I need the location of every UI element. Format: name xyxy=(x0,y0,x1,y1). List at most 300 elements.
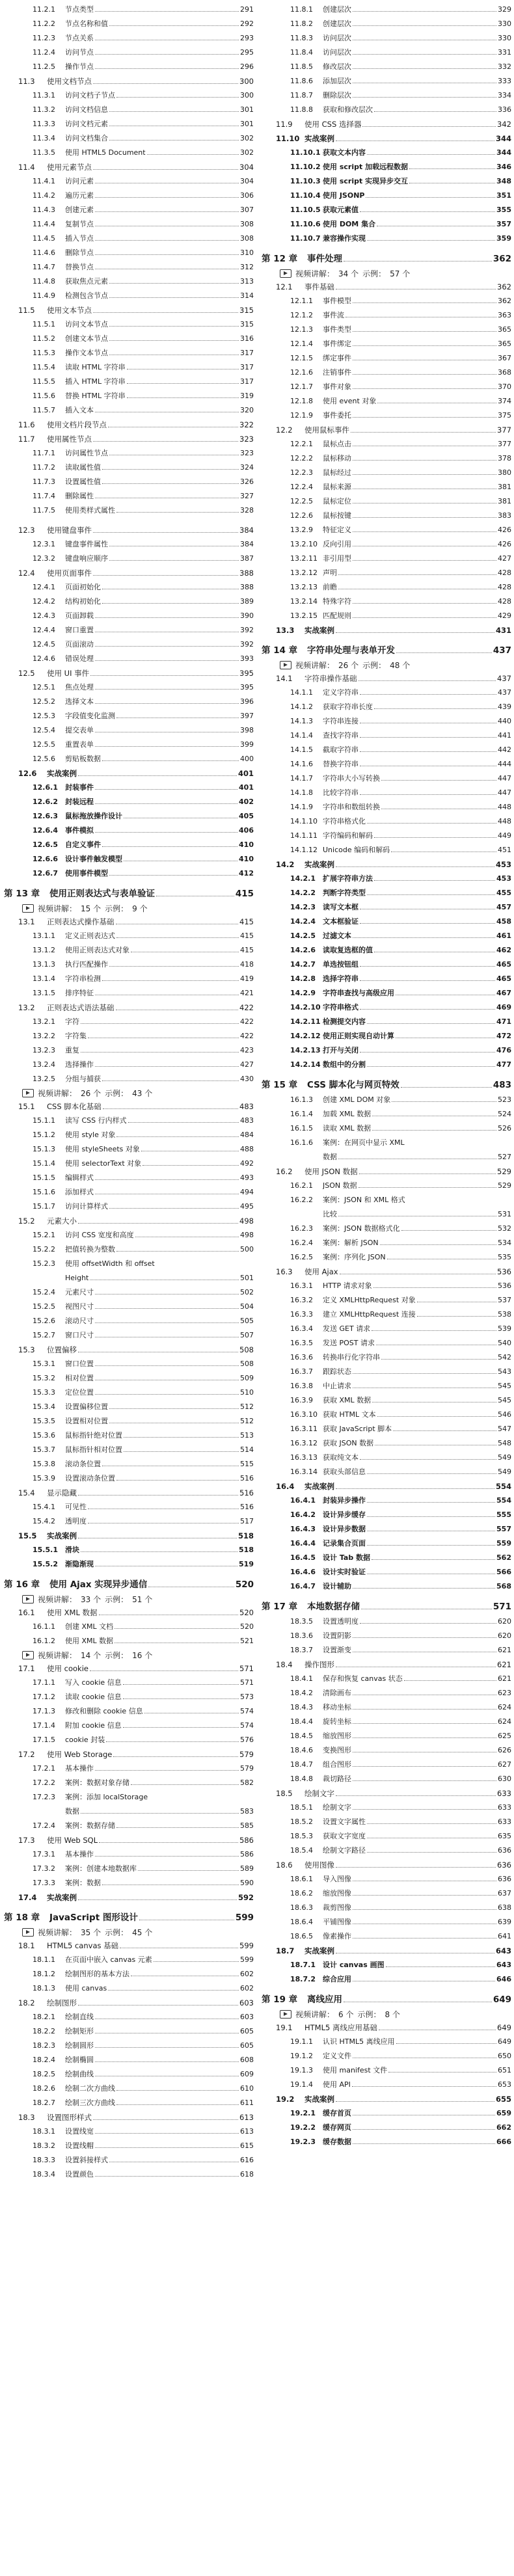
toc-subsection[interactable] xyxy=(4,1819,254,1833)
toc-section[interactable] xyxy=(4,1661,254,1676)
toc-subsection[interactable] xyxy=(4,752,254,766)
toc-subsection[interactable] xyxy=(262,1536,511,1551)
toc-subsection[interactable] xyxy=(4,1242,254,1257)
toc-subsection[interactable] xyxy=(262,294,511,308)
toc-subsection[interactable] xyxy=(4,1719,254,1733)
toc-subsection[interactable] xyxy=(262,872,511,886)
toc-chapter[interactable] xyxy=(4,1577,254,1592)
page-number: 603 xyxy=(240,2013,254,2021)
toc-section[interactable] xyxy=(4,1996,254,2010)
toc-subsection[interactable] xyxy=(4,1015,254,1029)
toc-subsection[interactable] xyxy=(4,131,254,146)
toc-subsection[interactable] xyxy=(262,1972,511,1987)
toc-subsection[interactable] xyxy=(262,308,511,323)
toc-subsection[interactable] xyxy=(4,1443,254,1457)
toc-subsection[interactable] xyxy=(4,1414,254,1429)
toc-subsection[interactable] xyxy=(262,1093,511,1107)
toc-subsection[interactable] xyxy=(262,437,511,451)
toc-subsection[interactable] xyxy=(4,103,254,117)
toc-subsection[interactable] xyxy=(4,537,254,552)
toc-subsection[interactable] xyxy=(262,351,511,366)
toc-subsection[interactable] xyxy=(262,1465,511,1479)
toc-section[interactable] xyxy=(262,1786,511,1801)
toc-subsection[interactable] xyxy=(4,60,254,74)
toc-subsection[interactable] xyxy=(262,1801,511,1815)
toc-subsection[interactable] xyxy=(262,1686,511,1700)
toc-subsection[interactable] xyxy=(4,1058,254,1072)
toc-section[interactable] xyxy=(4,666,254,680)
toc-subsection[interactable] xyxy=(4,1043,254,1058)
toc-subsection[interactable] xyxy=(262,1179,511,1193)
toc-subsection[interactable] xyxy=(4,1400,254,1414)
toc-subsection[interactable] xyxy=(262,700,511,714)
toc-subsection[interactable] xyxy=(262,1451,511,1465)
toc-subsection[interactable] xyxy=(262,2106,511,2121)
toc-subsection[interactable] xyxy=(4,446,254,461)
toc-subsection[interactable] xyxy=(4,781,254,795)
toc-subsection[interactable] xyxy=(4,2167,254,2182)
toc-subsection[interactable] xyxy=(4,852,254,866)
toc-subsection[interactable] xyxy=(4,275,254,289)
toc-subsection[interactable] xyxy=(4,986,254,1000)
toc-subsection[interactable] xyxy=(4,1328,254,1343)
toc-subsection[interactable] xyxy=(4,1876,254,1890)
toc-subsection[interactable] xyxy=(262,800,511,814)
toc-subsection[interactable] xyxy=(262,1551,511,1565)
toc-chapter[interactable] xyxy=(262,643,511,658)
toc-subsection[interactable] xyxy=(4,1953,254,1967)
toc-subsection[interactable] xyxy=(262,1729,511,1743)
toc-subsection[interactable] xyxy=(262,1379,511,1393)
toc-section[interactable] xyxy=(4,566,254,580)
toc-subsection[interactable] xyxy=(262,1494,511,1508)
toc-chapter[interactable] xyxy=(262,251,511,267)
toc-subsection[interactable] xyxy=(262,1193,511,1207)
toc-section[interactable] xyxy=(4,1605,254,1620)
toc-subsection[interactable] xyxy=(4,1847,254,1862)
toc-subsection[interactable] xyxy=(4,652,254,666)
toc-section[interactable] xyxy=(4,915,254,929)
toc-subsection[interactable] xyxy=(4,332,254,346)
toc-subsection[interactable] xyxy=(4,958,254,972)
toc-subsection[interactable] xyxy=(4,866,254,881)
toc-subsection[interactable] xyxy=(262,466,511,480)
toc-subsection[interactable] xyxy=(262,2135,511,2149)
toc-subsection[interactable] xyxy=(262,31,511,46)
toc-subsection[interactable] xyxy=(4,2153,254,2167)
toc-subsection[interactable] xyxy=(4,709,254,723)
toc-subsection[interactable] xyxy=(4,2024,254,2039)
toc-subsection[interactable] xyxy=(262,1293,511,1308)
toc-section[interactable] xyxy=(4,1833,254,1847)
toc-subsection[interactable] xyxy=(4,1357,254,1371)
toc-subsection[interactable] xyxy=(4,232,254,246)
toc-section[interactable] xyxy=(4,1747,254,1762)
toc-section[interactable] xyxy=(4,766,254,781)
toc-subsection[interactable] xyxy=(262,1829,511,1844)
toc-subsection[interactable] xyxy=(4,1471,254,1486)
toc-section[interactable] xyxy=(4,1486,254,1500)
toc-subsection[interactable] xyxy=(262,1408,511,1422)
toc-subsection[interactable] xyxy=(262,843,511,857)
toc-subsection[interactable] xyxy=(4,375,254,389)
toc-subsection[interactable] xyxy=(4,1762,254,1776)
toc-subsection[interactable] xyxy=(262,1743,511,1758)
toc-section[interactable] xyxy=(4,432,254,446)
toc-subsection[interactable] xyxy=(4,2139,254,2153)
toc-section[interactable] xyxy=(262,1944,511,1958)
toc-subsection[interactable] xyxy=(4,2082,254,2096)
toc-section[interactable] xyxy=(262,623,511,637)
toc-subsection[interactable] xyxy=(262,986,511,1000)
toc-section[interactable] xyxy=(4,1000,254,1015)
toc-section[interactable] xyxy=(262,2020,511,2035)
toc-subsection[interactable] xyxy=(4,680,254,695)
toc-section[interactable] xyxy=(4,523,254,537)
toc-subsection[interactable] xyxy=(262,1772,511,1786)
toc-subsection[interactable] xyxy=(262,1715,511,1729)
toc-subsection[interactable] xyxy=(4,489,254,503)
toc-subsection[interactable] xyxy=(4,146,254,160)
toc-subsection[interactable] xyxy=(4,824,254,838)
toc-subsection[interactable] xyxy=(262,1629,511,1643)
toc-subsection[interactable] xyxy=(4,1776,254,1790)
toc-subsection[interactable] xyxy=(4,2039,254,2053)
toc-subsection[interactable] xyxy=(262,509,511,523)
toc-subsection[interactable] xyxy=(262,929,511,943)
toc-subsection[interactable] xyxy=(4,1271,254,1285)
toc-subsection[interactable] xyxy=(4,552,254,566)
toc-subsection[interactable] xyxy=(4,17,254,31)
toc-subsection[interactable] xyxy=(262,323,511,337)
entry-number: 16.2.4 xyxy=(290,1239,313,1247)
toc-section[interactable] xyxy=(262,857,511,872)
toc-subsection[interactable] xyxy=(4,317,254,332)
toc-subsection[interactable] xyxy=(262,958,511,972)
toc-subsection[interactable] xyxy=(4,1514,254,1529)
toc-subsection[interactable] xyxy=(4,260,254,275)
entry-number: 13.1 xyxy=(18,917,35,926)
toc-subsection[interactable] xyxy=(262,1579,511,1594)
toc-subsection[interactable] xyxy=(262,886,511,900)
toc-subsection[interactable] xyxy=(4,1029,254,1043)
toc-subsection[interactable] xyxy=(4,1314,254,1328)
toc-subsection[interactable] xyxy=(262,1643,511,1657)
toc-subsection[interactable] xyxy=(262,17,511,31)
toc-subsection[interactable] xyxy=(4,1457,254,1471)
toc-subsection[interactable] xyxy=(4,1114,254,1128)
toc-subsection[interactable] xyxy=(4,1862,254,1876)
toc-subsection[interactable] xyxy=(262,1958,511,1972)
toc-subsection[interactable] xyxy=(4,503,254,518)
toc-subsection[interactable] xyxy=(4,943,254,958)
toc-subsection[interactable] xyxy=(4,595,254,609)
toc-subsection[interactable] xyxy=(262,729,511,743)
toc-subsection[interactable] xyxy=(4,360,254,375)
toc-section[interactable] xyxy=(4,74,254,88)
toc-subsection[interactable] xyxy=(262,1207,511,1222)
toc-subsection[interactable] xyxy=(4,174,254,189)
toc-subsection[interactable] xyxy=(4,217,254,232)
toc-subsection[interactable] xyxy=(262,1107,511,1121)
toc-section[interactable] xyxy=(262,1858,511,1872)
toc-subsection[interactable] xyxy=(262,714,511,729)
toc-section[interactable] xyxy=(262,671,511,686)
toc-subsection[interactable] xyxy=(4,2096,254,2110)
toc-subsection[interactable] xyxy=(262,409,511,423)
toc-subsection[interactable] xyxy=(4,189,254,203)
toc-subsection[interactable] xyxy=(262,2063,511,2078)
toc-subsection[interactable] xyxy=(4,389,254,403)
toc-subsection[interactable] xyxy=(262,757,511,771)
toc-subsection[interactable] xyxy=(262,203,511,217)
toc-subsection[interactable] xyxy=(262,1058,511,1072)
toc-subsection[interactable] xyxy=(4,1386,254,1400)
toc-subsection[interactable] xyxy=(262,1222,511,1236)
toc-subsection[interactable] xyxy=(4,795,254,809)
toc-subsection[interactable] xyxy=(262,1336,511,1350)
toc-subsection[interactable] xyxy=(4,1185,254,1200)
toc-subsection[interactable] xyxy=(262,537,511,552)
dot-leader xyxy=(367,1066,495,1067)
toc-subsection[interactable] xyxy=(262,566,511,580)
toc-subsection[interactable] xyxy=(262,1150,511,1164)
page-number: 495 xyxy=(240,1202,254,1211)
toc-subsection[interactable] xyxy=(262,829,511,843)
toc-section[interactable] xyxy=(4,303,254,317)
toc-subsection[interactable] xyxy=(262,1121,511,1136)
toc-subsection[interactable] xyxy=(262,189,511,203)
toc-subsection[interactable] xyxy=(4,2125,254,2139)
toc-chapter[interactable] xyxy=(262,1599,511,1615)
toc-subsection[interactable] xyxy=(4,461,254,475)
toc-subsection[interactable] xyxy=(262,380,511,394)
toc-section[interactable] xyxy=(262,1164,511,1179)
toc-subsection[interactable] xyxy=(4,1704,254,1719)
toc-subsection[interactable] xyxy=(262,46,511,60)
toc-subsection[interactable] xyxy=(262,1350,511,1365)
toc-subsection[interactable] xyxy=(262,972,511,986)
toc-subsection[interactable] xyxy=(262,686,511,700)
toc-subsection[interactable] xyxy=(262,2078,511,2092)
toc-subsection[interactable] xyxy=(4,738,254,752)
toc-subsection[interactable] xyxy=(4,289,254,303)
entry-title: 字段值变化监测 xyxy=(65,712,115,720)
toc-subsection[interactable] xyxy=(4,580,254,595)
toc-subsection[interactable] xyxy=(4,1557,254,1572)
entry-title: 设置线帽 xyxy=(65,2141,94,2150)
toc-subsection[interactable] xyxy=(4,623,254,637)
toc-subsection[interactable] xyxy=(262,1886,511,1901)
toc-subsection[interactable] xyxy=(4,1072,254,1086)
toc-subsection[interactable] xyxy=(4,403,254,418)
toc-section[interactable] xyxy=(262,423,511,437)
toc-subsection[interactable] xyxy=(262,2035,511,2049)
toc-subsection[interactable] xyxy=(262,580,511,595)
toc-chapter[interactable] xyxy=(4,1910,254,1925)
toc-subsection[interactable] xyxy=(262,1236,511,1250)
toc-subsection[interactable] xyxy=(4,31,254,46)
toc-subsection[interactable] xyxy=(262,60,511,74)
toc-subsection[interactable] xyxy=(262,786,511,800)
toc-section[interactable] xyxy=(262,131,511,146)
toc-subsection[interactable] xyxy=(262,217,511,232)
toc-subsection[interactable] xyxy=(262,366,511,380)
toc-subsection[interactable] xyxy=(262,814,511,829)
toc-section[interactable] xyxy=(262,1657,511,1672)
toc-subsection[interactable] xyxy=(262,595,511,609)
toc-subsection[interactable] xyxy=(262,2121,511,2135)
toc-subsection[interactable] xyxy=(262,1365,511,1379)
toc-subsection[interactable] xyxy=(4,346,254,360)
toc-subsection[interactable] xyxy=(4,1634,254,1648)
toc-subsection[interactable] xyxy=(4,1257,254,1271)
toc-subsection[interactable] xyxy=(4,1171,254,1185)
toc-subsection[interactable] xyxy=(4,117,254,131)
toc-subsection[interactable] xyxy=(4,475,254,489)
toc-subsection[interactable] xyxy=(262,232,511,246)
toc-subsection[interactable] xyxy=(4,1690,254,1704)
toc-section[interactable] xyxy=(262,1479,511,1494)
toc-subsection[interactable] xyxy=(4,46,254,60)
toc-section[interactable] xyxy=(4,1099,254,1114)
toc-subsection[interactable] xyxy=(262,103,511,117)
toc-subsection[interactable] xyxy=(262,1393,511,1408)
toc-subsection[interactable] xyxy=(262,160,511,174)
toc-subsection[interactable] xyxy=(4,1285,254,1300)
toc-subsection[interactable] xyxy=(262,1929,511,1944)
toc-subsection[interactable] xyxy=(4,1967,254,1981)
toc-subsection[interactable] xyxy=(262,1015,511,1029)
toc-subsection[interactable] xyxy=(262,1000,511,1015)
toc-subsection[interactable] xyxy=(4,1200,254,1214)
toc-subsection[interactable] xyxy=(262,337,511,351)
toc-subsection[interactable] xyxy=(4,1429,254,1443)
toc-subsection[interactable] xyxy=(4,1676,254,1690)
toc-section[interactable] xyxy=(4,1214,254,1228)
toc-subsection[interactable] xyxy=(4,1805,254,1819)
toc-subsection[interactable] xyxy=(262,74,511,88)
toc-subsection[interactable] xyxy=(262,1029,511,1043)
toc-section[interactable] xyxy=(4,1529,254,1543)
toc-subsection[interactable] xyxy=(262,1901,511,1915)
toc-section[interactable] xyxy=(4,160,254,174)
toc-subsection[interactable] xyxy=(4,1157,254,1171)
toc-subsection[interactable] xyxy=(4,838,254,852)
toc-section[interactable] xyxy=(4,1343,254,1357)
toc-subsection[interactable] xyxy=(4,2010,254,2024)
toc-subsection[interactable] xyxy=(262,1844,511,1858)
toc-subsection[interactable] xyxy=(262,743,511,757)
toc-subsection[interactable] xyxy=(4,1128,254,1142)
toc-subsection[interactable] xyxy=(262,1565,511,1579)
toc-section[interactable] xyxy=(4,418,254,432)
toc-subsection[interactable] xyxy=(262,1422,511,1436)
toc-subsection[interactable] xyxy=(262,3,511,17)
toc-subsection[interactable] xyxy=(4,1790,254,1805)
toc-subsection[interactable] xyxy=(262,1136,511,1150)
toc-subsection[interactable] xyxy=(262,1672,511,1686)
toc-subsection[interactable] xyxy=(262,1915,511,1929)
toc-section[interactable] xyxy=(262,1265,511,1279)
toc-subsection[interactable] xyxy=(262,900,511,915)
toc-subsection[interactable] xyxy=(4,88,254,103)
toc-subsection[interactable] xyxy=(4,2067,254,2082)
toc-subsection[interactable] xyxy=(262,1322,511,1336)
toc-subsection[interactable] xyxy=(262,480,511,494)
toc-subsection[interactable] xyxy=(262,2049,511,2063)
toc-section[interactable] xyxy=(262,280,511,294)
toc-subsection[interactable] xyxy=(262,943,511,958)
toc-subsection[interactable] xyxy=(262,1279,511,1293)
toc-subsection[interactable] xyxy=(4,972,254,986)
toc-subsection[interactable] xyxy=(4,2053,254,2067)
toc-subsection[interactable] xyxy=(262,1308,511,1322)
toc-chapter[interactable] xyxy=(262,1077,511,1093)
toc-subsection[interactable] xyxy=(262,609,511,623)
toc-subsection[interactable] xyxy=(262,394,511,409)
toc-section[interactable] xyxy=(4,2110,254,2125)
page-number: 329 xyxy=(498,5,511,14)
toc-subsection[interactable] xyxy=(262,1815,511,1829)
toc-subsection[interactable] xyxy=(262,1872,511,1886)
toc-subsection[interactable] xyxy=(262,552,511,566)
toc-subsection[interactable] xyxy=(4,3,254,17)
toc-subsection[interactable] xyxy=(262,1508,511,1522)
toc-section[interactable] xyxy=(4,1890,254,1905)
toc-subsection[interactable] xyxy=(262,1043,511,1058)
toc-chapter[interactable] xyxy=(4,886,254,902)
toc-subsection[interactable] xyxy=(262,523,511,537)
toc-subsection[interactable] xyxy=(262,451,511,466)
toc-subsection[interactable] xyxy=(4,203,254,217)
toc-subsection[interactable] xyxy=(4,1228,254,1242)
toc-subsection[interactable] xyxy=(262,771,511,786)
toc-subsection[interactable] xyxy=(262,494,511,509)
toc-subsection[interactable] xyxy=(262,1522,511,1536)
toc-subsection[interactable] xyxy=(4,1142,254,1157)
toc-subsection[interactable] xyxy=(4,1371,254,1386)
toc-subsection[interactable] xyxy=(4,1620,254,1634)
toc-subsection[interactable] xyxy=(262,1436,511,1451)
toc-subsection[interactable] xyxy=(4,1733,254,1747)
toc-subsection[interactable] xyxy=(4,723,254,738)
toc-subsection[interactable] xyxy=(262,1758,511,1772)
toc-subsection[interactable] xyxy=(4,1543,254,1557)
toc-subsection[interactable] xyxy=(262,174,511,189)
toc-subsection[interactable] xyxy=(262,146,511,160)
toc-subsection[interactable] xyxy=(4,246,254,260)
toc-section[interactable] xyxy=(4,1939,254,1953)
toc-subsection[interactable] xyxy=(4,1981,254,1996)
toc-section[interactable] xyxy=(262,117,511,131)
toc-subsection[interactable] xyxy=(4,809,254,824)
toc-section[interactable] xyxy=(262,2092,511,2106)
toc-subsection[interactable] xyxy=(4,695,254,709)
toc-subsection[interactable] xyxy=(4,609,254,623)
toc-subsection[interactable] xyxy=(262,88,511,103)
toc-subsection[interactable] xyxy=(262,915,511,929)
toc-subsection[interactable] xyxy=(4,637,254,652)
toc-chapter[interactable] xyxy=(262,1992,511,2007)
page-number: 554 xyxy=(495,1482,511,1491)
toc-subsection[interactable] xyxy=(4,929,254,943)
toc-subsection[interactable] xyxy=(4,1300,254,1314)
toc-subsection[interactable] xyxy=(262,1700,511,1715)
toc-subsection[interactable] xyxy=(262,1250,511,1265)
toc-subsection[interactable] xyxy=(4,1500,254,1514)
toc-subsection[interactable] xyxy=(262,1615,511,1629)
